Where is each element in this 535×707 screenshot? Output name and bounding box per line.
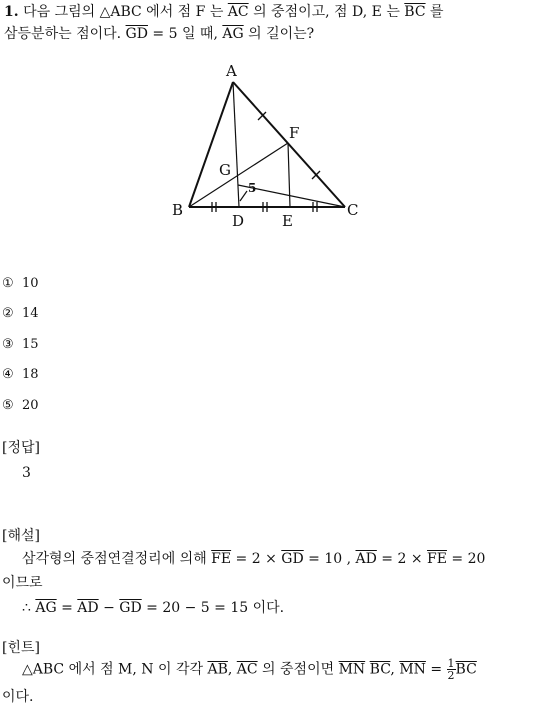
choice-marker: ② (2, 306, 14, 321)
explanation-heading: [해설] (2, 528, 40, 544)
hint-text: , (227, 661, 237, 678)
gd-length-pointer (240, 191, 247, 201)
choice-value: 14 (22, 306, 39, 321)
choice-marker: ③ (2, 337, 14, 352)
point-label-a: A (226, 62, 237, 80)
point-label-d: D (232, 212, 245, 230)
explanation-text: = 2 × (376, 551, 428, 567)
fraction-denominator: 2 (447, 669, 455, 682)
gd-length-label: 5 (248, 181, 257, 195)
explanation-text: = 20 − 5 = 15 이다. (141, 600, 285, 616)
triangle-figure (160, 58, 370, 236)
explanation-text: = 2 × (231, 551, 282, 567)
segment-gd: $\overline{GD}$ (281, 551, 304, 567)
question-text: 의 중점이고, 점 D, E 는 (248, 4, 405, 20)
segment-ag: $\overline{AG}$ (35, 600, 57, 616)
question-number: 1. (4, 4, 19, 20)
segment-fe: $\overline{FE}$ (427, 551, 447, 567)
choice-value: 15 (22, 337, 39, 352)
hint-line-1 (22, 658, 477, 681)
segment-bc: $\overline{BC}$ (369, 661, 391, 678)
point-label-e: E (282, 212, 293, 230)
segment-mn: $\overline{MN}$ (338, 661, 366, 678)
choice-5[interactable] (2, 398, 39, 413)
question-text: = 5 일 때, (147, 26, 223, 42)
hint-text: , (390, 661, 400, 678)
segment-fe (288, 143, 290, 207)
explanation-text: = (56, 600, 78, 616)
fraction-numerator: 1 (447, 657, 455, 670)
choice-marker: ① (2, 276, 14, 291)
hint-heading: [힌트] (2, 640, 40, 656)
answer-heading: [정답] (2, 440, 40, 456)
question-line-1 (4, 2, 534, 22)
point-label-c: C (347, 201, 359, 219)
hint-text: △ABC 에서 점 M, N 이 각각 (22, 661, 208, 678)
segment-gd: $\overline{GD}$ (119, 600, 142, 616)
segment-ac: $\overline{AC}$ (236, 661, 258, 678)
question-line-2 (4, 24, 314, 44)
segment-bc: $\overline{BC}$ (455, 661, 477, 678)
segment-ac: $\overline{AC}$ (227, 4, 249, 20)
hint-text: 의 중점이면 (257, 661, 339, 678)
segment-bc: $\overline{BC}$ (404, 4, 426, 20)
point-label-b: B (172, 201, 184, 219)
side-ab (189, 82, 233, 207)
explanation-text: 삼각형의 중점연결정리에 의해 (22, 551, 212, 567)
median-ad (233, 82, 239, 207)
segment-ag: $\overline{AG}$ (222, 26, 244, 42)
explanation-text: = 20 (446, 551, 486, 567)
question-text: 를 (425, 4, 444, 20)
choice-value: 20 (22, 398, 39, 413)
hint-text: = (425, 661, 447, 678)
choice-2[interactable] (2, 306, 39, 321)
choice-3[interactable] (2, 337, 39, 352)
segment-ad: $\overline{AD}$ (77, 600, 99, 616)
segment-mn: $\overline{MN}$ (399, 661, 426, 678)
point-label-f: F (289, 124, 300, 142)
segment-ab: $\overline{AB}$ (207, 661, 228, 678)
question-text: 다음 그림의 △ABC 에서 점 F 는 (23, 4, 228, 20)
answer-value: 3 (22, 465, 31, 481)
explanation-text: − (98, 600, 120, 616)
segment-gd: $\overline{GD}$ (125, 26, 148, 42)
explanation-line-1 (22, 548, 485, 568)
choice-4[interactable] (2, 367, 39, 382)
choice-value: 10 (22, 276, 39, 291)
choice-1[interactable] (2, 276, 39, 291)
explanation-text: = 10 , (303, 551, 356, 567)
hint-line-2: 이다. (2, 689, 34, 705)
point-label-g: G (219, 161, 231, 179)
explanation-text: ∴ (22, 600, 36, 616)
choice-marker: ④ (2, 367, 14, 382)
segment-fe: $\overline{FE}$ (211, 551, 232, 567)
choice-value: 18 (22, 367, 39, 382)
explanation-line-2: 이므로 (2, 575, 43, 591)
explanation-line-3 (22, 597, 284, 617)
segment-ad: $\overline{AD}$ (355, 551, 377, 567)
question-text: 의 길이는? (243, 26, 315, 42)
fraction-one-half (447, 658, 456, 681)
question-text: 삼등분하는 점이다. (4, 26, 126, 42)
choice-marker: ⑤ (2, 398, 14, 413)
